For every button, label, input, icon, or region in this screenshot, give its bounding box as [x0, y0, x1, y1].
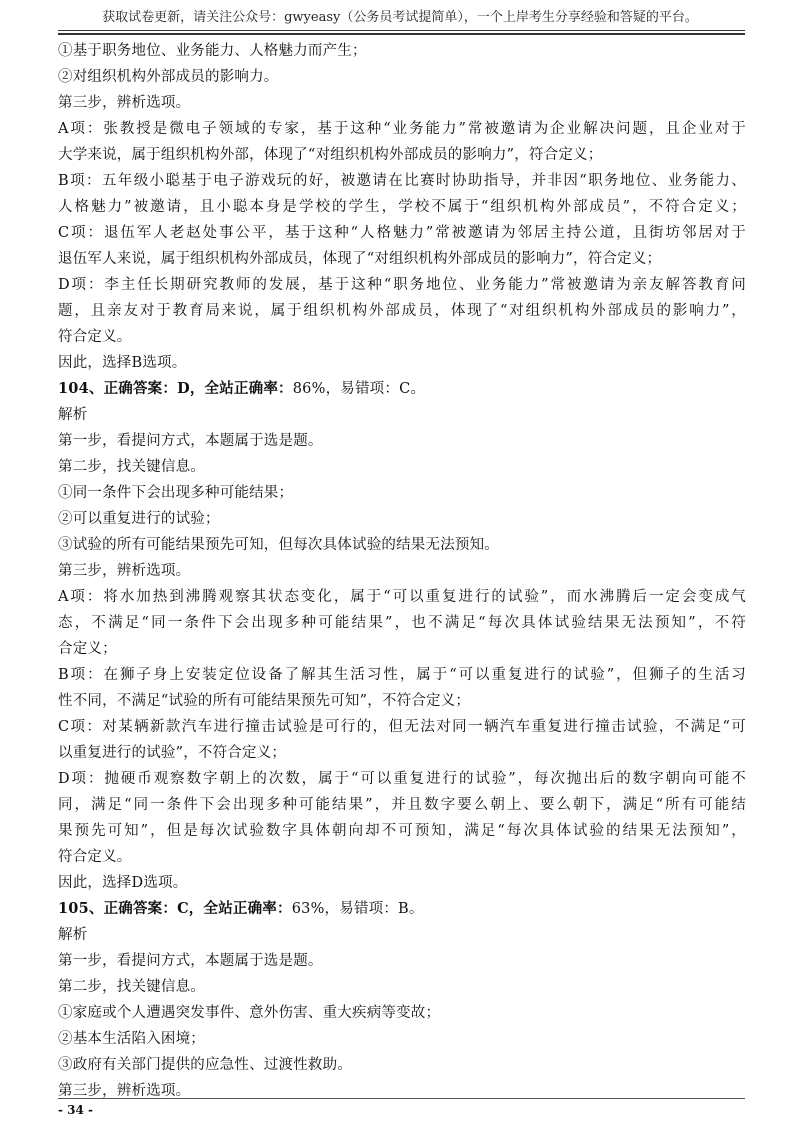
text-line: ②可以重复进行的试验；	[58, 511, 220, 527]
text-line: 题，且亲友对于教育局来说，属于组织机构外部成员，体现了“对组织机构外部成员的影响力”，	[58, 303, 746, 319]
text-line: 第一步，看提问方式，本题属于选是题。	[58, 953, 323, 969]
text-line: D项：抛硬币观察数字朝上的次数，属于“可以重复进行的试验”，每次抛出后的数字朝向可能不	[58, 771, 746, 787]
text-line: ①同一条件下会出现多种可能结果；	[58, 485, 294, 501]
text-line: 第三步，辨析选项。	[58, 95, 191, 111]
text-line: 大学来说，属于组织机构外部，体现了“对组织机构外部成员的影响力”，符合定义；	[58, 147, 603, 163]
answer-label: 104、正确答案：D，全站正确率：	[58, 380, 293, 397]
answer-stats: 86%，易错项：C。	[292, 381, 426, 397]
text-line: 符合定义。	[58, 849, 132, 865]
header-divider-thick	[58, 33, 745, 35]
text-line: A项：张教授是微电子领域的专家，基于这种“业务能力”常被邀请为企业解决问题，且企业对于	[58, 121, 746, 137]
text-line: 符合定义。	[58, 329, 132, 345]
text-line: 合定义；	[58, 641, 117, 657]
text-line: ②对组织机构外部成员的影响力。	[58, 69, 279, 85]
text-line: ①基于职务地位、业务能力、人格魅力而产生；	[58, 43, 367, 59]
text-line: ②基本生活陷入困境；	[58, 1031, 205, 1047]
text-line: 态，不满足“同一条件下会出现多种可能结果”，也不满足“每次具体试验结果无法预知”，不符	[58, 615, 746, 631]
text-line: 果预先可知”，但是每次试验数字具体朝向却不可预知，满足“每次具体试验的结果无法预知”，	[58, 823, 746, 839]
text-line: 解析	[58, 407, 88, 423]
text-line: 因此，选择B选项。	[58, 355, 187, 371]
text-line: ①家庭或个人遭遇突发事件、意外伤害、重大疾病等变故；	[58, 1005, 441, 1021]
header-divider	[58, 30, 745, 31]
text-line: 第一步，看提问方式，本题属于选是题。	[58, 433, 323, 449]
page-header-notice: 获取试卷更新，请关注公众号：gwyeasy（公务员考试提简单），一个上岸考生分享经验和答疑的平台。	[102, 10, 698, 25]
footer-divider	[58, 1098, 745, 1099]
question-answer-heading	[58, 896, 746, 922]
text-line: 第二步，找关键信息。	[58, 459, 205, 475]
text-line: 第三步，辨析选项。	[58, 563, 191, 579]
text-line: 性不同，不满足“试验的所有可能结果预先可知”，不符合定义；	[58, 693, 471, 709]
text-line: 第三步，辨析选项。	[58, 1083, 191, 1099]
text-line: D项：李主任长期研究教师的发展，基于这种“职务地位、业务能力”常被邀请为亲友解答教育问	[58, 277, 746, 293]
page-number: - 34 -	[58, 1103, 94, 1117]
answer-label: 105、正确答案：C，全站正确率：	[58, 900, 292, 917]
text-line: B项：在狮子身上安装定位设备了解其生活习性，属于“可以重复进行的试验”，但狮子的生活习	[58, 667, 746, 683]
text-line: ③政府有关部门提供的应急性、过渡性救助。	[58, 1057, 352, 1073]
text-line: 以重复进行的试验”，不符合定义；	[58, 745, 287, 761]
question-answer-heading	[58, 376, 746, 402]
text-line: 因此，选择D选项。	[58, 875, 188, 891]
text-line: 第二步，找关键信息。	[58, 979, 205, 995]
document-body	[58, 38, 746, 1104]
text-line: 退伍军人来说，属于组织机构外部成员，体现了“对组织机构外部成员的影响力”，符合定义；	[58, 251, 662, 267]
text-line: A项：将水加热到沸腾观察其状态变化，属于“可以重复进行的试验”，而水沸腾后一定会变成气	[58, 589, 746, 605]
text-line: 人格魅力”被邀请，且小聪本身是学校的学生，学校不属于“组织机构外部成员”，不符合定义；	[58, 199, 746, 215]
text-line: C项：退伍军人老赵处事公平，基于这种“人格魅力”常被邀请为邻居主持公道，且街坊邻居对于	[58, 225, 746, 241]
text-line: B项：五年级小聪基于电子游戏玩的好，被邀请在比赛时协助指导，并非因“职务地位、业务能力、	[58, 173, 746, 189]
text-line: C项：对某辆新款汽车进行撞击试验是可行的，但无法对同一辆汽车重复进行撞击试验，不满足“可	[58, 719, 746, 735]
text-line: 同，满足“同一条件下会出现多种可能结果”，并且数字要么朝上、要么朝下，满足“所有可能结	[58, 797, 746, 813]
text-line: ③试验的所有可能结果预先可知，但每次具体试验的结果无法预知。	[58, 537, 499, 553]
answer-stats: 63%，易错项：B。	[291, 901, 424, 917]
text-line: 解析	[58, 927, 88, 943]
